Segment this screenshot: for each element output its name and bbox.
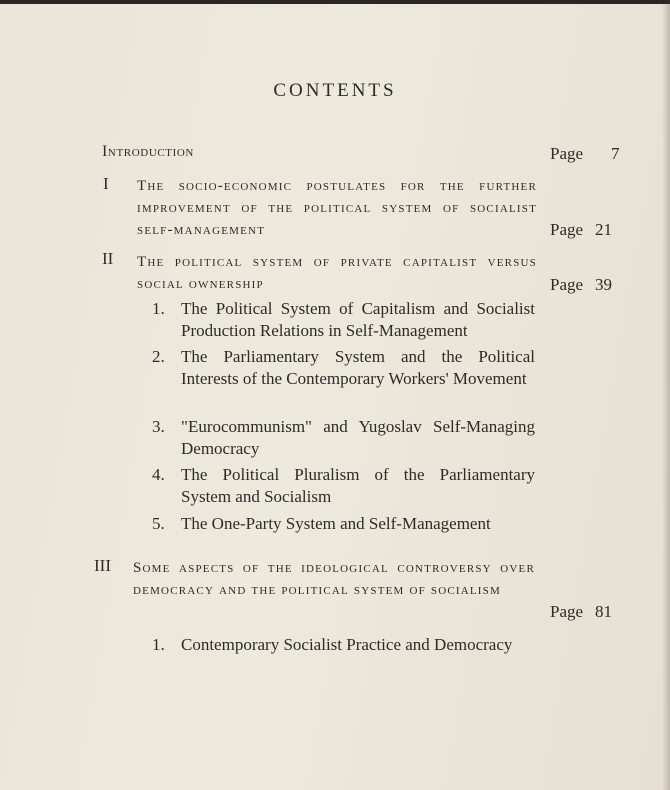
subsection-title: The Political Pluralism of the Parliamentary System and Socialism (181, 465, 535, 506)
page-top-edge (0, 0, 670, 4)
contents-title: CONTENTS (273, 80, 397, 101)
subsection-title: "Eurocommunism" and Yugoslav Self-Managing Democracy (181, 417, 535, 458)
page-number: 39 (595, 275, 613, 294)
subsection-number: 1. (152, 299, 165, 318)
page-word: Page (550, 275, 584, 294)
subsection-title: The Political System of Capitalism and Socialist Production Relations in Self-Management (181, 299, 535, 340)
subsection-title: The One-Party System and Self-Management (181, 514, 491, 533)
subsection-number: 3. (152, 417, 165, 436)
section-title: The socio-economic postulates for the further improvement of the political system of socialist self-management (137, 178, 537, 238)
page-word: Page (550, 602, 584, 621)
page-number: 21 (595, 220, 613, 239)
section-title: Some aspects of the ideological controversy over democracy and the political system of socialism (133, 560, 535, 598)
subsection-number: 5. (152, 514, 165, 533)
page-number: 7 (611, 144, 620, 163)
subsection-number: 1. (152, 635, 165, 654)
section-numeral: I (103, 174, 109, 193)
page-right-shadow (662, 0, 670, 790)
section-page-ref (550, 602, 612, 622)
introduction-label: Introduction (102, 143, 194, 160)
subsection-title: Contemporary Socialist Practice and Democracy (181, 635, 513, 654)
introduction-page-ref (550, 144, 620, 164)
section-page-ref (550, 275, 612, 295)
subsection-number: 4. (152, 465, 165, 484)
page-word: Page (550, 144, 584, 163)
page-number: 81 (595, 602, 613, 621)
subsection-number: 2. (152, 347, 165, 366)
section-title: The political system of private capitalist versus social ownership (137, 254, 537, 292)
subsection-title: The Parliamentary System and the Political Interests of the Contemporary Workers' Movement (181, 347, 535, 388)
section-numeral: III (94, 556, 111, 575)
page-word: Page (550, 220, 584, 239)
section-page-ref (550, 220, 612, 240)
section-numeral: II (102, 249, 114, 268)
